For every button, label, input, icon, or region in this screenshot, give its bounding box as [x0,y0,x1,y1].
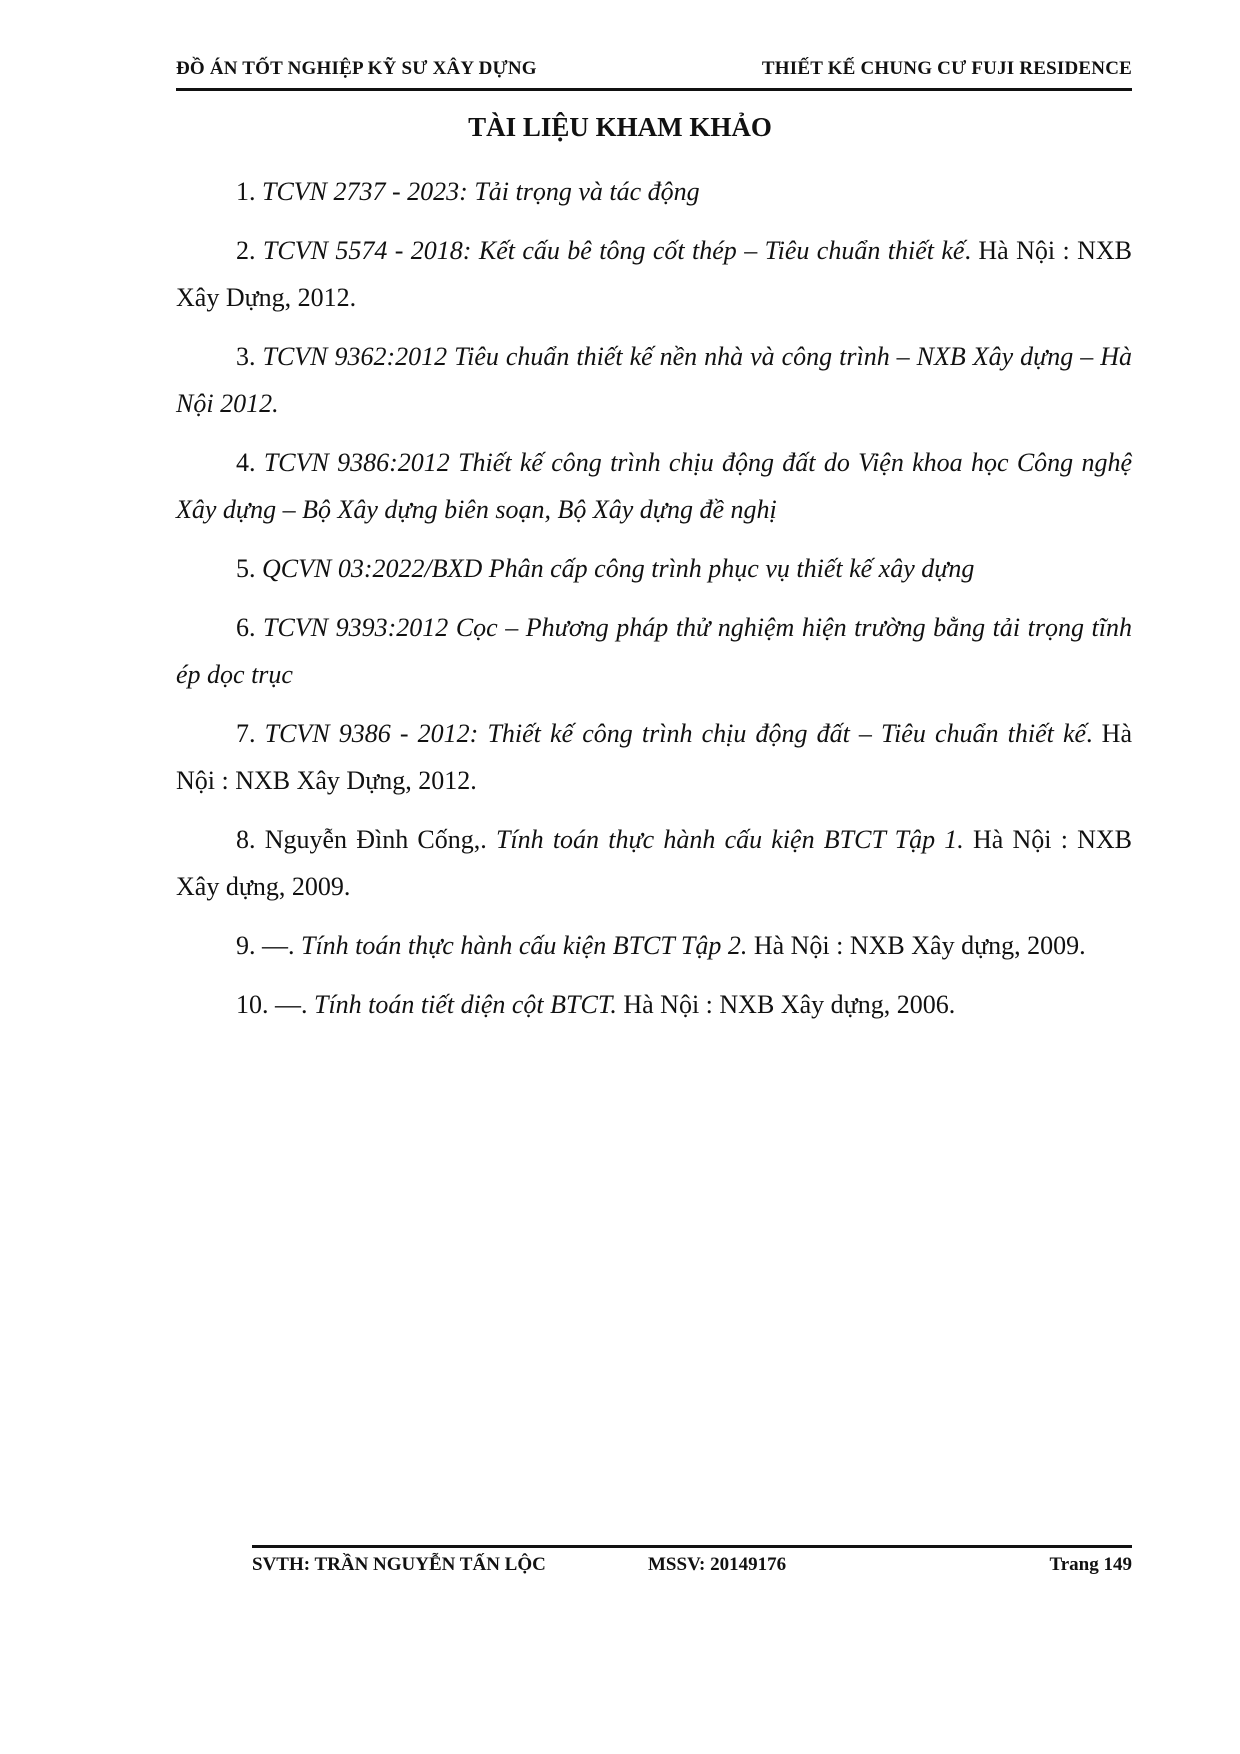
reference-title: TCVN 9386 - 2012: Thiết kế công trình chịu động đất – Tiêu chuẩn thiết kế [264,719,1087,748]
reference-title: TCVN 9362:2012 Tiêu chuẩn thiết kế nền nhà và công trình – NXB Xây dựng – Hà Nội 2012. [176,342,1133,418]
page-number: Trang 149 [1049,1554,1132,1575]
reference-item-1 [176,168,1132,215]
reference-title: QCVN 03:2022/BXD Phân cấp công trình phục vụ thiết kế xây dựng [262,554,975,583]
reference-number: 5. [236,554,256,583]
reference-item-8 [176,816,1132,910]
reference-item-7 [176,710,1132,804]
reference-item-3 [176,333,1132,427]
reference-title: TCVN 5574 - 2018: Kết cấu bê tông cốt thép – Tiêu chuẩn thiết kế [262,236,965,265]
page-header [176,58,1132,91]
reference-list [176,168,1132,1040]
student-name: SVTH: TRẦN NGUYỄN TẤN LỘC [252,1554,546,1575]
reference-item-10 [176,981,1132,1028]
reference-author: —. [262,931,295,960]
reference-title: TCVN 2737 - 2023: Tải trọng và tác động [262,177,700,206]
reference-number: 2. [236,236,256,265]
reference-publisher: Hà Nội : NXB Xây dựng, 2009. [753,931,1086,960]
student-id: MSSV: 20149176 [648,1554,787,1575]
reference-author: —. [275,990,308,1019]
reference-item-5 [176,545,1132,592]
reference-title: Tính toán thực hành cấu kiện BTCT Tập 1. [495,825,964,854]
reference-publisher: Hà Nội : NXB Xây dựng, 2009. [176,825,1133,901]
reference-item-4 [176,439,1132,533]
reference-number: 9. [236,931,256,960]
page-title: TÀI LIỆU KHAM KHẢO [468,112,772,142]
reference-title: Tính toán tiết diện cột BTCT. [314,990,617,1019]
reference-item-6 [176,604,1132,698]
reference-number: 7. [236,719,256,748]
page-footer [252,1545,1132,1582]
reference-number: 8. [236,825,256,854]
reference-title: TCVN 9386:2012 Thiết kế công trình chịu động đất do Viện khoa học Công nghệ Xây dựng – Bộ Xây dựng biên soạn, Bộ Xây dựng đề nghị [176,448,1133,524]
reference-title: TCVN 9393:2012 Cọc – Phương pháp thử nghiệm hiện trường bằng tải trọng tĩnh ép dọc trục [176,613,1132,689]
reference-item-9 [176,922,1132,969]
reference-item-2 [176,227,1132,321]
reference-author: Nguyễn Đình Cống,. [264,825,487,854]
reference-number: 3. [236,342,256,371]
header-right: THIẾT KẾ CHUNG CƯ FUJI RESIDENCE [761,58,1132,79]
header-left: ĐỒ ÁN TỐT NGHIỆP KỸ SƯ XÂY DỰNG [176,58,537,79]
reference-publisher: Hà Nội : NXB Xây dựng, 2006. [623,990,956,1019]
reference-number: 1. [236,177,256,206]
reference-number: 10. [236,990,269,1019]
reference-publisher: . Hà Nội : NXB Xây Dựng, 2012. [176,236,1132,312]
reference-number: 4. [236,448,256,477]
reference-number: 6. [236,613,256,642]
reference-publisher: . Hà Nội : NXB Xây Dựng, 2012. [176,719,1132,795]
reference-title: Tính toán thực hành cấu kiện BTCT Tập 2. [301,931,748,960]
